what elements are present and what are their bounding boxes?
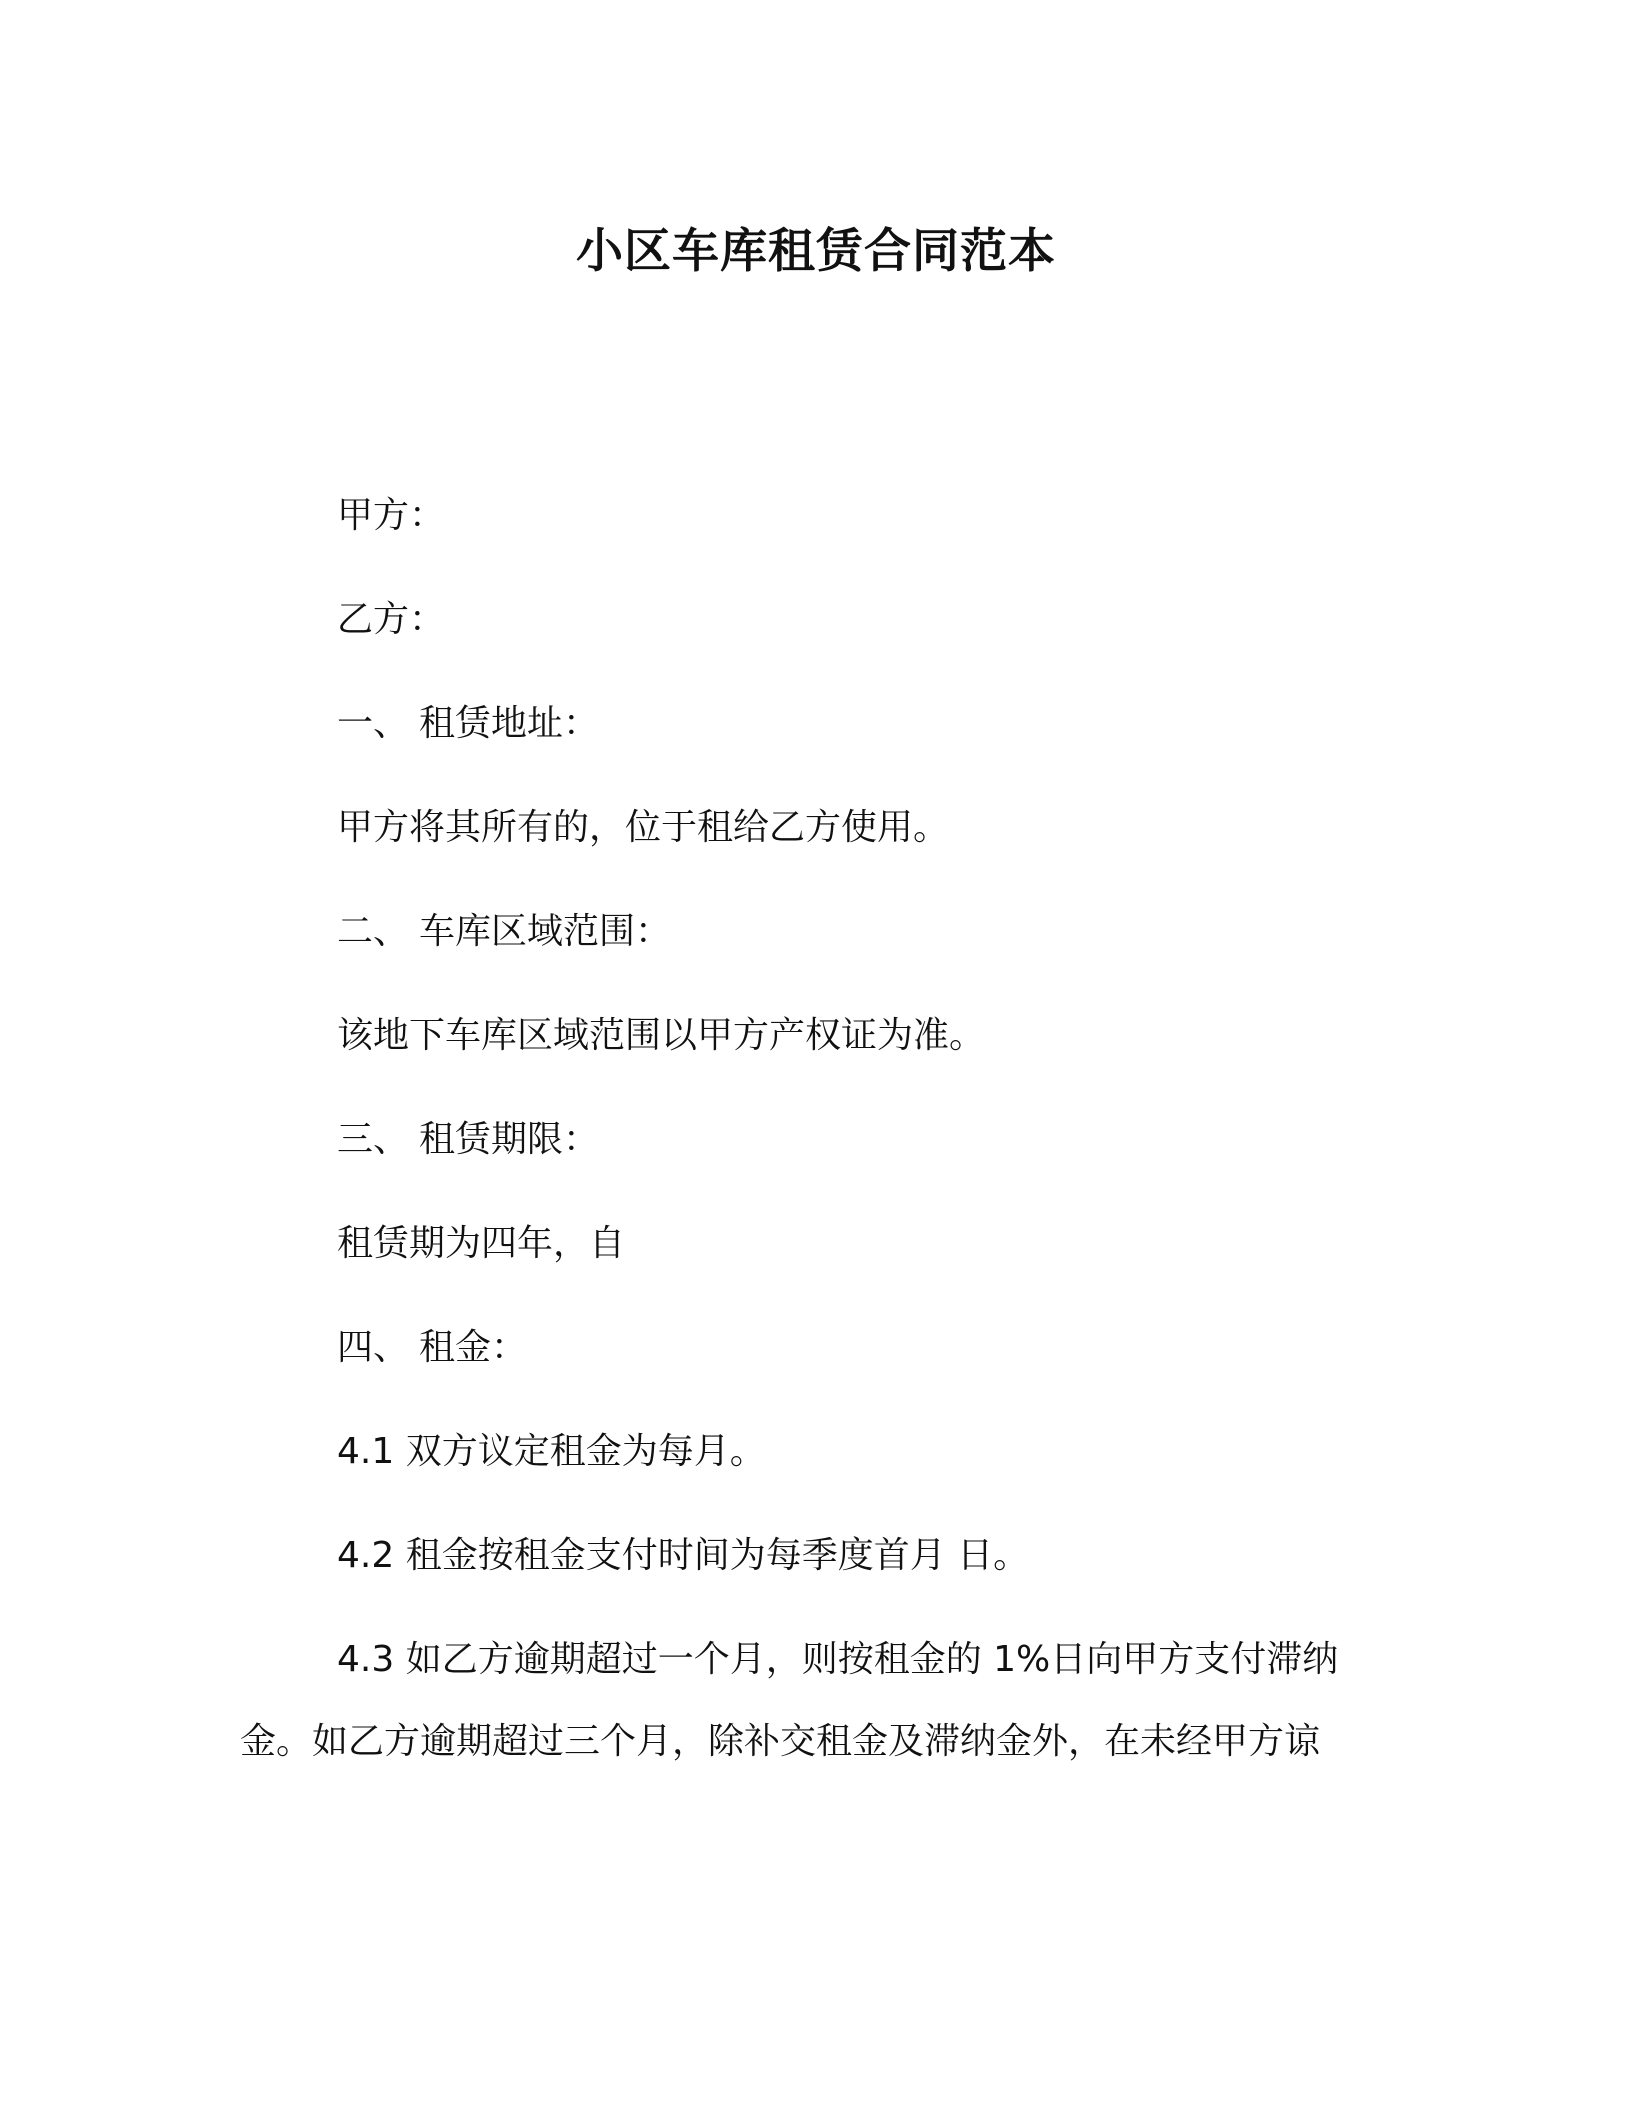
section-2-body: 该地下车库区域范围以甲方产权证为准。 [337, 1015, 986, 1056]
party-a-label: 甲方： [337, 495, 446, 536]
section-3-body: 租赁期为四年，自 [337, 1223, 626, 1264]
clause-4-3-line-1: 4.3 如乙方逾期超过一个月，则按租金的 1%日向甲方支付滞纳 [337, 1639, 1339, 1680]
section-2-title: 车库区域范围： [419, 911, 672, 952]
clause-4-1: 4.1 双方议定租金为每月。 [337, 1431, 766, 1472]
section-3-title: 租赁期限： [419, 1119, 600, 1160]
document-title: 小区车库租赁合同范本 [576, 224, 1056, 279]
section-1-title: 租赁地址： [419, 703, 600, 744]
section-1-body: 甲方将其所有的，位于租给乙方使用。 [337, 807, 950, 848]
section-4-heading [337, 1324, 527, 1372]
section-4-number: 四、 [337, 1327, 410, 1368]
section-1-number: 一、 [337, 703, 410, 744]
clause-4-2: 4.2 租金按租金支付时间为每季度首月 日。 [337, 1535, 1030, 1576]
section-1-heading [337, 700, 599, 748]
clause-4-3-line-2: 金。如乙方逾期超过三个月，除补交租金及滞纳金外，在未经甲方谅 [240, 1721, 1321, 1762]
section-2-number: 二、 [337, 911, 410, 952]
section-3-number: 三、 [337, 1119, 410, 1160]
section-2-heading [337, 908, 671, 956]
party-b-label: 乙方： [337, 599, 446, 640]
section-4-title: 租金： [419, 1327, 528, 1368]
section-3-heading [337, 1116, 599, 1164]
